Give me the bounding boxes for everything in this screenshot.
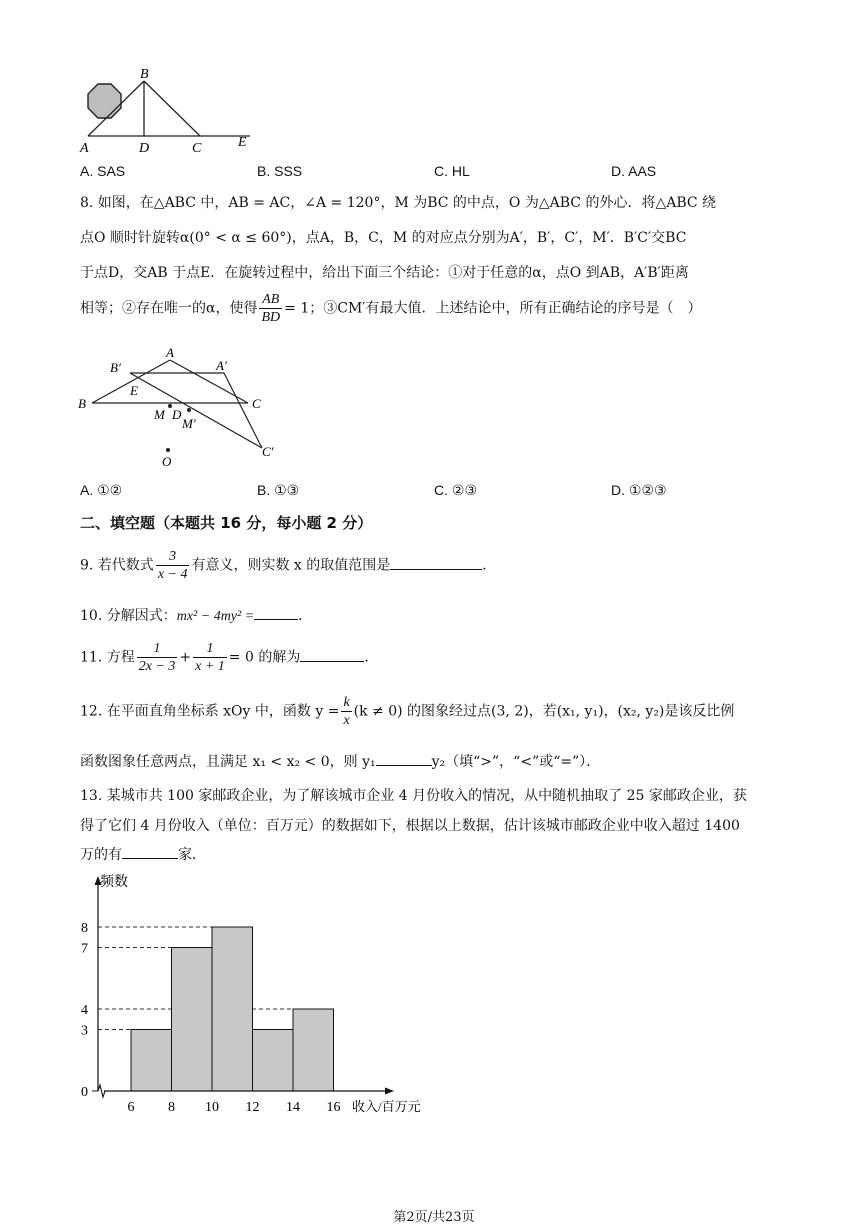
label-e: E <box>130 383 138 398</box>
q9-frac-den: x − 4 <box>157 567 188 582</box>
y-tick-label-3: 3 <box>81 1023 88 1039</box>
y-axis-label: 频数 <box>100 875 128 890</box>
q10-expression: mx² − 4my² = <box>176 609 255 624</box>
income-histogram <box>70 868 460 1118</box>
label-o: O <box>162 454 172 469</box>
page-footer: 第2页/共23页 <box>393 1210 475 1225</box>
q9-frac-num: 3 <box>156 548 190 566</box>
q8-figure <box>76 340 296 472</box>
label-d: D <box>139 141 150 156</box>
x-tick-label-12: 12 <box>245 1100 260 1115</box>
label-a: A <box>166 345 174 360</box>
histogram-bar-14-16 <box>293 1009 334 1091</box>
q11-frac1-den: 2x − 3 <box>138 659 176 674</box>
q11-answer-blank[interactable] <box>300 647 364 662</box>
y-tick-label-0: 0 <box>81 1085 88 1100</box>
q7-option-c[interactable]: C. HL <box>434 163 470 179</box>
x-tick-label-6: 6 <box>127 1100 135 1115</box>
q12-answer-blank[interactable] <box>376 751 432 766</box>
label-b-prime: B′ <box>110 360 121 375</box>
q12-post: (k ≠ 0) 的图象经过点(3, 2)，若(x₁, y₁)，(x₂, y₂)是该反比例 <box>353 703 735 720</box>
q7-option-d[interactable]: D. AAS <box>611 163 657 179</box>
octagon-shape <box>88 84 121 118</box>
label-e: E <box>238 135 247 150</box>
q8-frac-den: BD <box>261 310 281 325</box>
q11-end: ． <box>364 649 379 666</box>
x-tick-label-14: 14 <box>286 1100 300 1115</box>
q8-line-4-pre: 相等；②存在唯一的α，使得 <box>80 300 258 317</box>
label-d: D <box>172 407 182 422</box>
q9-line <box>80 548 496 583</box>
label-a: A <box>80 141 89 156</box>
q8-line-4 <box>80 291 701 326</box>
q8-frac-num: AB <box>259 291 282 309</box>
q8-option-c[interactable]: C. ②③ <box>434 482 477 498</box>
q13-line-1: 13. 某城市共 100 家邮政企业，为了解该城市企业 4 月份收入的情况，从中随机抽取了 25 家邮政企业，获 <box>80 788 747 804</box>
q12-fraction <box>341 694 351 729</box>
q11-frac1-num: 1 <box>137 640 178 658</box>
y-tick-label-7: 7 <box>81 941 88 957</box>
label-a-prime: A′ <box>216 358 227 373</box>
label-c: C <box>192 141 202 156</box>
q7-figure <box>78 62 268 158</box>
q7-option-a[interactable]: A. SAS <box>80 163 126 179</box>
q12-line-1 <box>80 694 734 729</box>
q11-plus: + <box>179 649 192 666</box>
q8-line-1: 8. 如图，在△ABC 中，AB = AC，∠A = 120°，M 为BC 的中点，O 为△ABC 的外心．将△ABC 绕 <box>80 195 717 211</box>
q10-answer-blank[interactable] <box>254 605 298 620</box>
q9-fraction <box>156 548 190 583</box>
q11-frac2-den: x + 1 <box>195 659 225 674</box>
q10-end: ． <box>298 608 313 624</box>
histogram-bar-12-14 <box>253 1030 294 1092</box>
q8-line-3: 于点D，交AB 于点E．在旋转过程中，给出下面三个结论：①对于任意的α，点O 到AB，A′B′距离 <box>80 265 689 281</box>
q11-fraction-1 <box>137 640 178 675</box>
q8-option-d[interactable]: D. ①②③ <box>611 482 667 498</box>
q12-line2-post: y₂（填“>”，“<”或“=”）． <box>431 754 601 770</box>
q9-post: 有意义，则实数 x 的取值范围是 <box>191 557 391 574</box>
label-c-prime: C′ <box>262 444 274 459</box>
label-m: M <box>154 407 165 422</box>
q12-line-2 <box>80 751 600 771</box>
segment-b-prime-c-prime <box>130 373 262 448</box>
point-o <box>166 448 170 452</box>
label-b: B <box>78 396 86 411</box>
q12-frac-den: x <box>343 713 350 728</box>
q9-answer-blank[interactable] <box>390 555 482 570</box>
histogram-bar-10-12 <box>212 927 253 1091</box>
q12-pre: 12. 在平面直角坐标系 xOy 中，函数 y = <box>80 703 340 720</box>
q13-line3-post: 家． <box>178 847 206 863</box>
x-tick-label-8: 8 <box>168 1100 175 1115</box>
x-tick-label-10: 10 <box>205 1100 219 1115</box>
q8-option-a[interactable]: A. ①② <box>80 482 123 498</box>
q13-line-2: 得了它们 4 月份收入（单位：百万元）的数据如下，根据以上数据，估计该城市邮政企业中收入超过 1400 <box>80 818 740 834</box>
q11-pre: 11. 方程 <box>80 649 135 666</box>
histogram-bar-8-10 <box>172 948 213 1092</box>
q12-line2-pre: 函数图象任意两点，且满足 x₁ < x₂ < 0，则 y₁ <box>80 754 376 770</box>
q11-line <box>80 640 378 675</box>
y-tick-label-4: 4 <box>81 1003 88 1018</box>
q12-frac-num: k <box>343 695 350 710</box>
q11-fraction-2 <box>193 640 227 675</box>
y-tick-label-8: 8 <box>81 921 88 936</box>
point-m-prime <box>187 408 191 412</box>
q10-pre: 10. 分解因式： <box>80 608 177 624</box>
y-tick-labels <box>81 921 88 1100</box>
q13-line-3 <box>80 844 206 864</box>
q11-frac2-num: 1 <box>193 640 227 658</box>
q11-post: = 0 的解为 <box>228 649 301 666</box>
q13-answer-blank[interactable] <box>122 844 178 859</box>
q7-option-b[interactable]: B. SSS <box>257 163 303 179</box>
q9-end: ． <box>482 557 497 574</box>
x-axis-label: 收入/百万元 <box>352 1099 421 1114</box>
section-heading: 二、填空题（本题共 16 分，每小题 2 分） <box>80 514 373 532</box>
histogram-bar-6-8 <box>131 1030 172 1092</box>
label-m-prime: M′ <box>182 416 196 431</box>
q13-line3-pre: 万的有 <box>80 847 122 863</box>
segment-bc <box>144 81 200 136</box>
q10-line <box>80 605 312 625</box>
x-tick-label-16: 16 <box>326 1100 341 1115</box>
label-c: C <box>252 396 261 411</box>
q8-option-b[interactable]: B. ①③ <box>257 482 300 498</box>
x-axis-arrow <box>385 1088 394 1095</box>
label-b: B <box>140 67 149 82</box>
q8-line-2: 点O 顺时针旋转α(0° < α ≤ 60°)，点A，B，C，M 的对应点分别为A′，B′，C′，M′．B′C′交BC <box>80 230 687 246</box>
x-tick-labels <box>128 1100 341 1115</box>
q8-fraction <box>259 291 282 326</box>
q9-pre: 9. 若代数式 <box>80 557 154 574</box>
q8-line-4-post: = 1；③CM′有最大值．上述结论中，所有正确结论的序号是（ ） <box>284 300 702 317</box>
